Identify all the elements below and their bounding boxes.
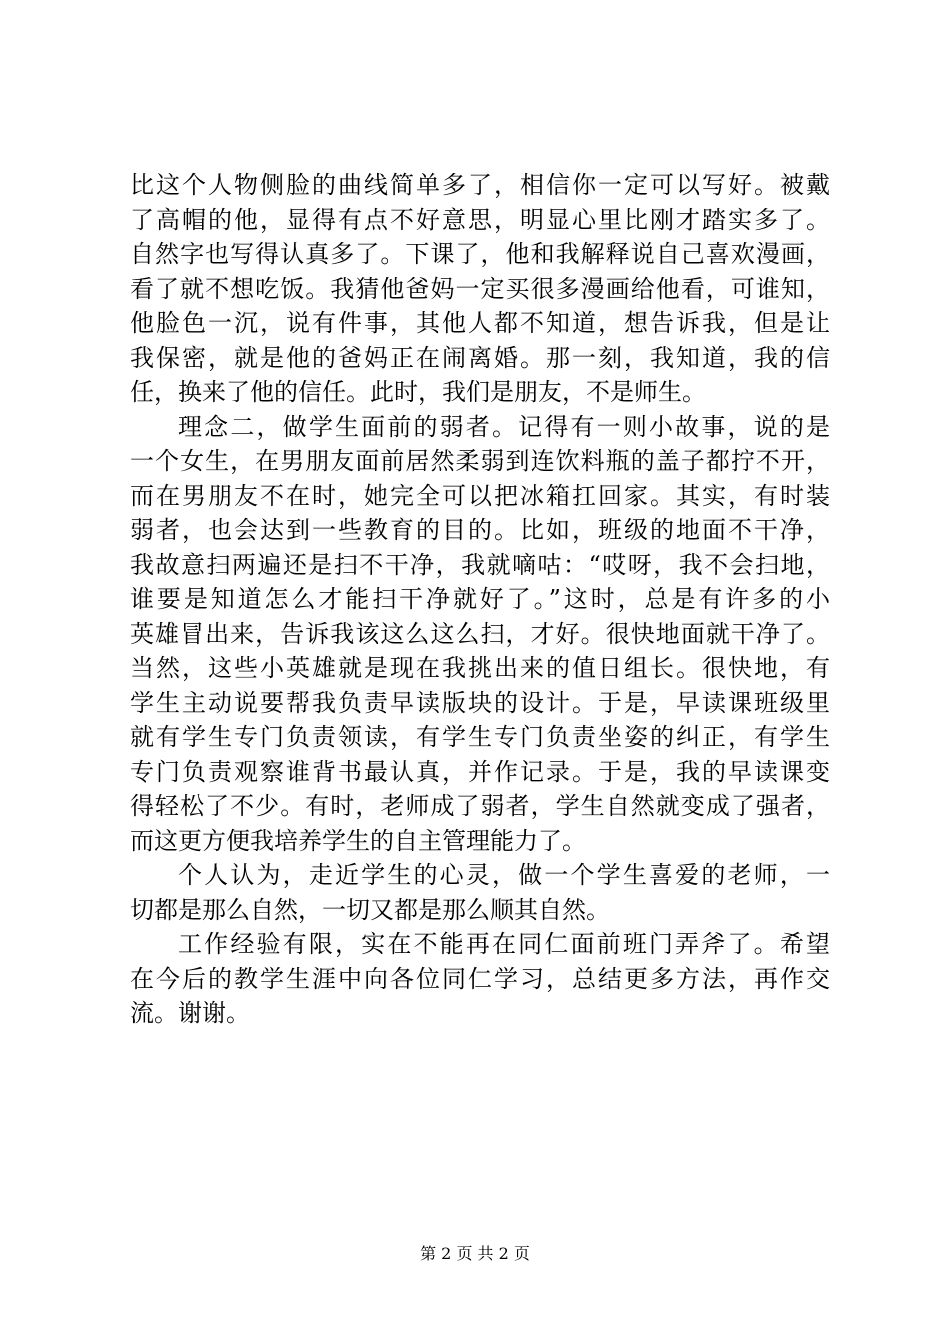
text-line: 了高帽的他，显得有点不好意思，明显心里比刚才踏实多了。: [130, 205, 830, 234]
text-line: 自然字也写得认真多了。下课了，他和我解释说自己喜欢漫画，: [130, 240, 830, 268]
text-line: 流。谢谢。: [130, 999, 250, 1027]
text-line: 切都是那么自然，一切又都是那么顺其自然。: [130, 895, 610, 924]
text-line: 他脸色一沉，说有件事，其他人都不知道，想告诉我，但是让: [130, 309, 830, 337]
paragraph-start-line: 理念二，做学生面前的弱者。记得有一则小故事，说的是: [178, 412, 830, 441]
text-line: 比这个人物侧脸的曲线简单多了，相信你一定可以写好。被戴: [130, 171, 830, 199]
text-line: 专门负责观察谁背书最认真，并作记录。于是，我的早读课变: [130, 757, 830, 786]
text-line: 学生主动说要帮我负责早读版块的设计。于是，早读课班级里: [130, 688, 830, 717]
body-text: [130, 168, 830, 1031]
text-line: 任，换来了他的信任。此时，我们是朋友，不是师生。: [130, 378, 706, 406]
page-footer: 第 2 页 共 2 页: [420, 1244, 530, 1263]
text-line: 弱者，也会达到一些教育的目的。比如，班级的地面不干净，: [130, 516, 830, 544]
paragraph-start-line: 个人认为，走近学生的心灵，做一个学生喜爱的老师，一: [178, 861, 830, 889]
text-line: 看了就不想吃饭。我猜他爸妈一定买很多漫画给他看，可谁知，: [130, 274, 830, 303]
text-line: 在今后的教学生涯中向各位同仁学习，总结更多方法，再作交: [130, 964, 830, 993]
text-line: 谁要是知道怎么才能扫干净就好了。”这时，总是有许多的小: [130, 585, 830, 613]
text-line: 就有学生专门负责领读，有学生专门负责坐姿的纠正，有学生: [130, 723, 830, 751]
text-line: 而这更方便我培养学生的自主管理能力了。: [130, 826, 586, 855]
text-line: 我故意扫两遍还是扫不干净，我就嘀咕：“哎呀，我不会扫地，: [130, 550, 830, 579]
text-line: 一个女生，在男朋友面前居然柔弱到连饮料瓶的盖子都拧不开，: [130, 447, 830, 475]
text-line: 而在男朋友不在时，她完全可以把冰箱扛回家。其实，有时装: [130, 481, 830, 510]
paragraph-start-line: 工作经验有限，实在不能再在同仁面前班门弄斧了。希望: [178, 930, 830, 958]
text-line: 得轻松了不少。有时，老师成了弱者，学生自然就变成了强者，: [130, 792, 830, 820]
text-line: 英雄冒出来，告诉我该这么这么扫，才好。很快地面就干净了。: [130, 619, 830, 648]
text-line: 当然，这些小英雄就是现在我挑出来的值日组长。很快地，有: [130, 654, 830, 682]
text-line: 我保密，就是他的爸妈正在闹离婚。那一刻，我知道，我的信: [130, 343, 830, 372]
